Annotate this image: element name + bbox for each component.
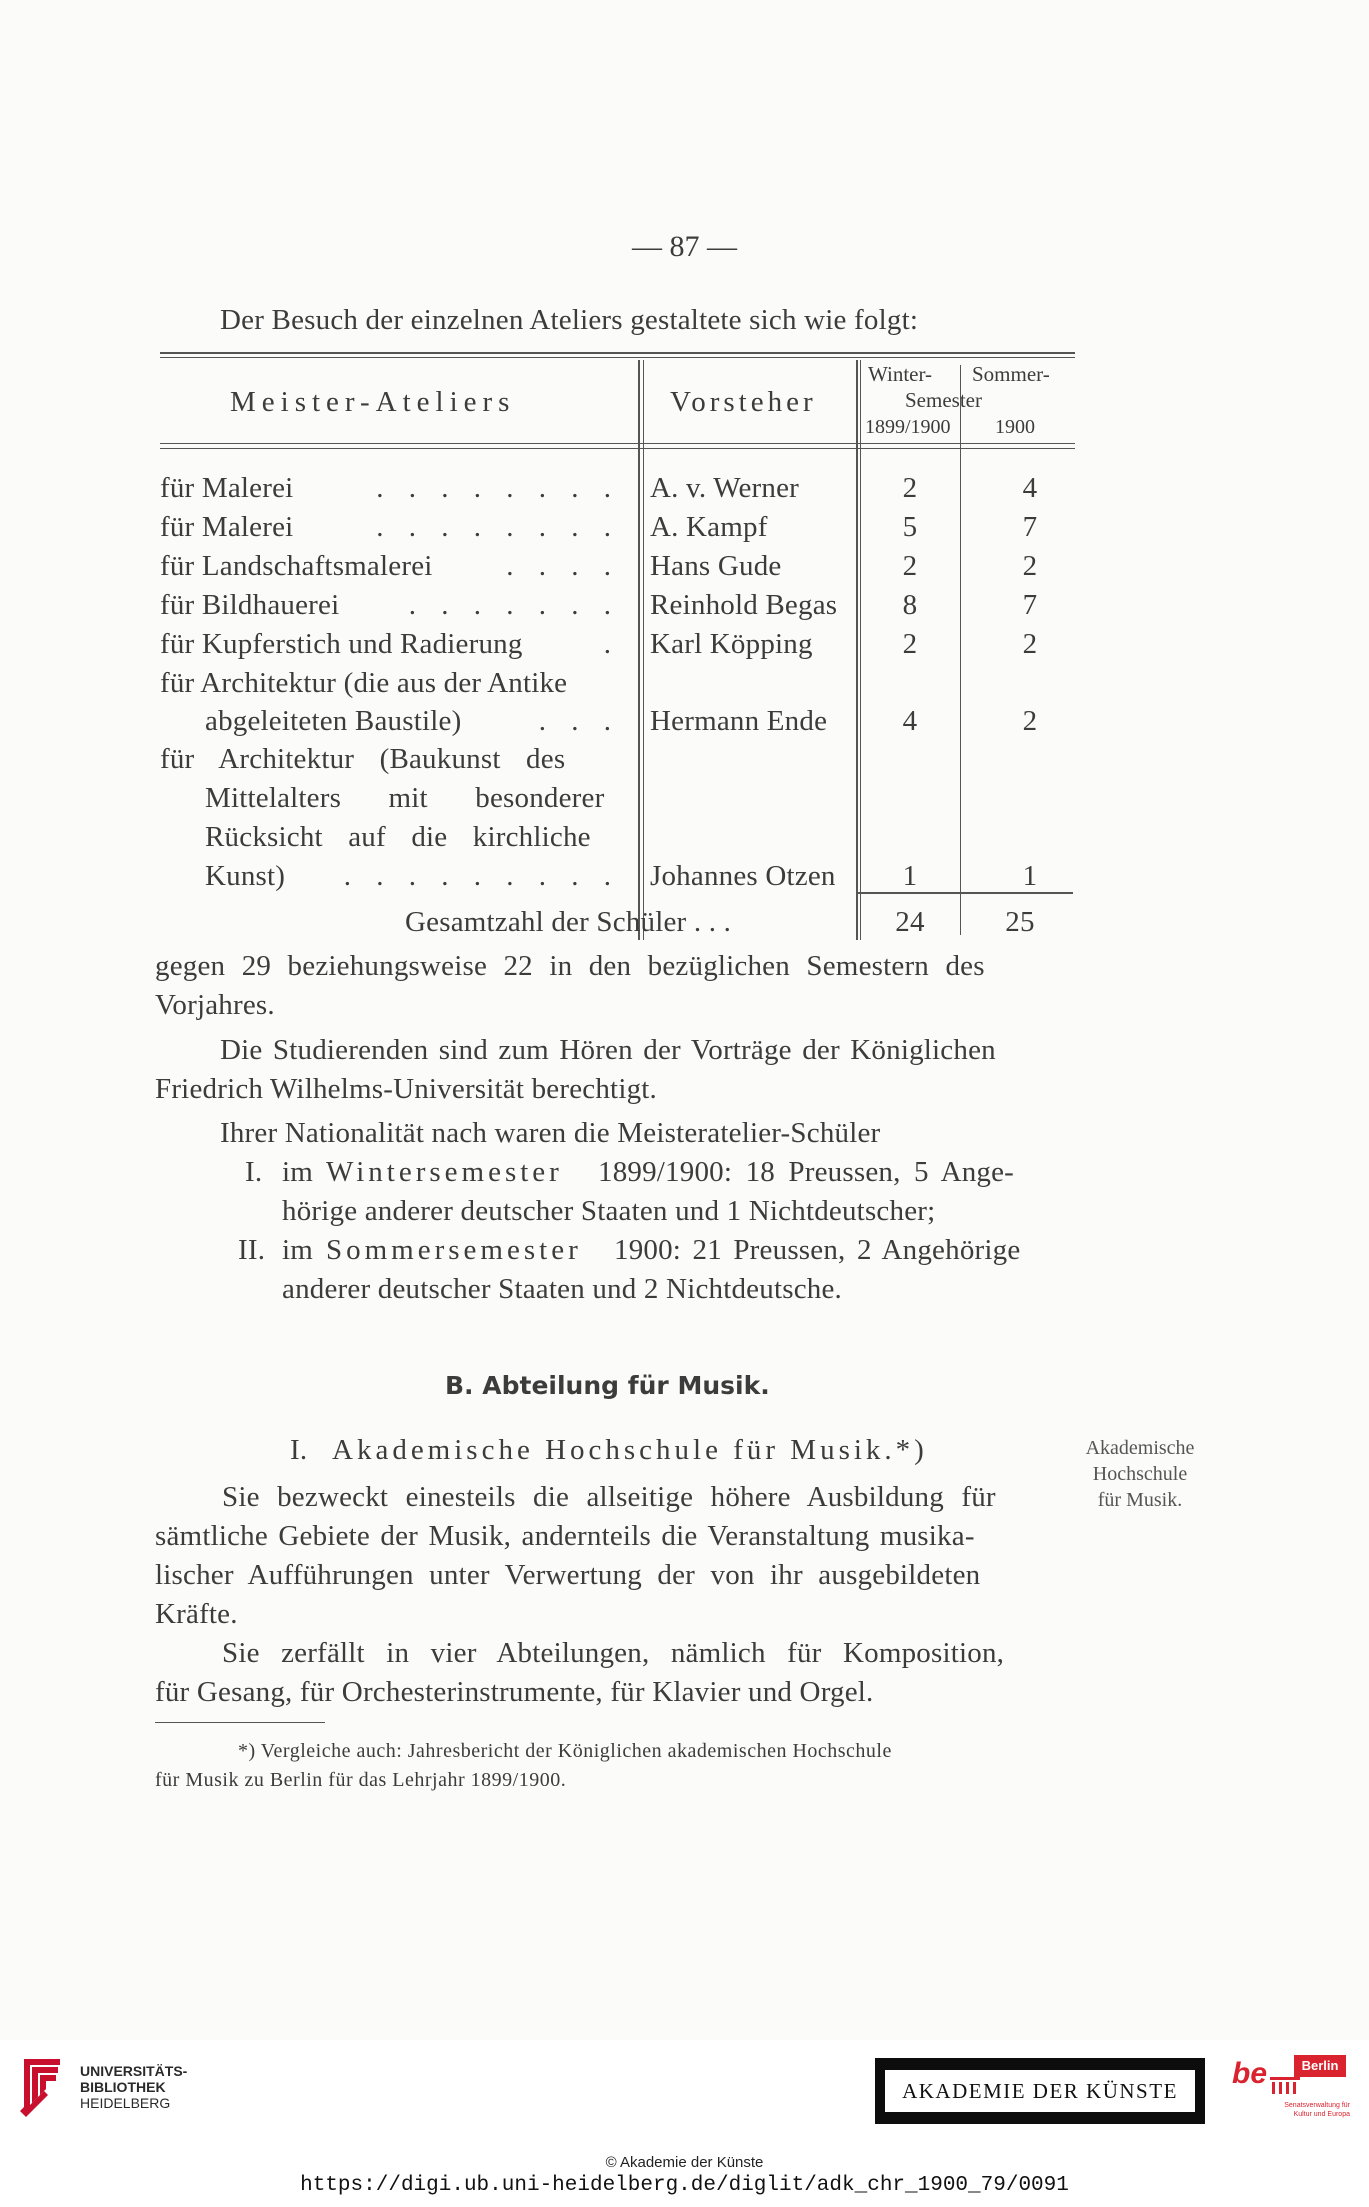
ub-line-3: HEIDELBERG (80, 2095, 171, 2111)
row-7-sommer: 1 (1022, 860, 1038, 892)
row-5-atelier: für Kupferstich und Radierung (160, 628, 523, 660)
copyright-text: © Akademie der Künste (605, 2154, 764, 2171)
list-ii-line-1-c: 1900: 21 Preussen, 2 Angehörige (614, 1234, 1021, 1266)
be-berlin-logo[interactable] (1232, 2053, 1350, 2133)
university-library-name (80, 2063, 187, 2111)
row-3-sommer: 2 (1022, 550, 1038, 582)
university-library-logo-icon[interactable] (14, 2053, 66, 2119)
para-1-line-2: Vorjahres. (155, 989, 275, 1021)
header-year-winter: 1899/1900 (865, 416, 951, 438)
row-3-winter: 2 (902, 550, 918, 582)
row-4-sommer: 7 (1022, 589, 1038, 621)
row-5-sommer: 2 (1022, 628, 1038, 660)
margin-note-line-1: Akademische (1085, 1437, 1195, 1459)
col-rule-sommer (960, 365, 961, 935)
table-top-rule-2 (160, 357, 1075, 358)
col-rule-vorsteher-2 (643, 360, 644, 940)
row-1-winter: 2 (902, 472, 918, 504)
footnote-line-1: *) Vergleiche auch: Jahresbericht der Königlichen akademischen Hochschule (238, 1740, 892, 1762)
col-rule-vorsteher (638, 360, 640, 940)
be-logo-badge: Berlin (1294, 2055, 1346, 2077)
ub-line-1: UNIVERSITÄTS- (80, 2063, 188, 2079)
row-2-atelier: für Malerei (160, 511, 294, 543)
adk-logo[interactable] (875, 2058, 1205, 2124)
header-semester: Semester (905, 388, 982, 412)
list-i-label: I. (245, 1156, 263, 1188)
row-2-dots: . . . . . . . . (376, 511, 620, 543)
margin-note (1070, 1435, 1210, 1513)
row-6-dots: . . . (538, 705, 620, 737)
list-i-line-2: hörige anderer deutscher Staaten und 1 Nichtdeutscher; (282, 1195, 936, 1227)
section-para-2-line-1: Sie zerfällt in vier Abteilungen, nämlich für Komposition, (222, 1637, 1005, 1669)
margin-note-line-3: für Musik. (1097, 1489, 1183, 1511)
list-ii-label: II. (238, 1234, 266, 1266)
section-heading: B. Abteilung für Musik. (445, 1371, 770, 1400)
row-3-vorsteher: Hans Gude (650, 550, 782, 582)
table-top-rule (160, 352, 1075, 354)
para-2-line-2: Friedrich Wilhelms-Universität berechtigt. (155, 1073, 657, 1105)
page-number: — 87 — (632, 230, 737, 263)
table-header-rule (160, 443, 1075, 444)
list-ii-line-2: anderer deutscher Staaten und 2 Nichtdeutsche. (282, 1273, 842, 1305)
section-para-1-line-4: Kräfte. (155, 1598, 238, 1630)
row-7-vorsteher: Johannes Otzen (650, 860, 836, 892)
row-4-winter: 8 (902, 589, 918, 621)
intro-text: Der Besuch der einzelnen Ateliers gestaltete sich wie folgt: (220, 304, 919, 336)
be-logo-text: be (1232, 2057, 1268, 2090)
row-1-dots: . . . . . . . . (376, 472, 620, 504)
list-i-line-1-c: 1899/1900: 18 Preussen, 5 Ange- (598, 1156, 1015, 1188)
row-7-dots: . . . . . . . . . (343, 860, 620, 892)
row-6-atelier-line-1: für Architektur (die aus der Antike (160, 667, 568, 699)
footnote-line-2: für Musik zu Berlin für das Lehrjahr 1899/1900. (155, 1769, 567, 1791)
row-7-atelier-line-4: Kunst) (205, 860, 286, 892)
be-logo-caption: Senatsverwaltung für Kultur und Europa (1284, 2102, 1350, 2118)
row-5-dots: . (603, 628, 620, 660)
row-2-vorsteher: A. Kampf (650, 511, 768, 543)
row-6-vorsteher: Hermann Ende (650, 705, 828, 737)
row-3-dots: . . . . (506, 550, 620, 582)
brandenburg-gate-icon (1270, 2075, 1300, 2095)
section-para-1-line-1: Sie bezweckt einesteils die allseitige höhere Ausbildung für (222, 1481, 996, 1513)
row-6-atelier-line-2: abgeleiteten Baustile) (205, 705, 462, 737)
table-header-rule-2 (160, 448, 1075, 449)
col-rule-winter-2 (860, 360, 861, 940)
para-2-line-1: Die Studierenden sind zum Hören der Vorträge der Königlichen (220, 1034, 996, 1066)
row-2-winter: 5 (902, 511, 918, 543)
subheading: Akademische Hochschule für Musik.*) (332, 1434, 928, 1466)
total-winter: 24 (895, 906, 925, 938)
adk-logo-text: AKADEMIE DER KÜNSTE (885, 2070, 1195, 2112)
row-2-sommer: 7 (1022, 511, 1038, 543)
header-winter: Winter- (868, 362, 933, 386)
ub-line-2: BIBLIOTHEK (80, 2079, 166, 2095)
list-i-line-1-b: Wintersemester (326, 1156, 563, 1188)
header-sommer: Sommer- (972, 362, 1050, 386)
list-ii-line-1-b: Sommersemester (326, 1234, 582, 1266)
col-rule-winter (856, 360, 858, 940)
row-3-atelier: für Landschaftsmalerei (160, 550, 433, 582)
row-1-atelier: für Malerei (160, 472, 294, 504)
total-label: Gesamtzahl der Schüler . . . (405, 906, 732, 938)
margin-note-line-2: Hochschule (1092, 1463, 1188, 1485)
row-5-vorsteher: Karl Köpping (650, 628, 813, 660)
row-6-sommer: 2 (1022, 705, 1038, 737)
para-1-line-1: gegen 29 beziehungsweise 22 in den bezüglichen Semestern des (155, 950, 985, 982)
row-7-atelier-line-1: für Architektur (Baukunst des (160, 743, 566, 775)
header-ateliers: Meister-Ateliers (230, 386, 516, 418)
header-year-sommer: 1900 (995, 416, 1035, 438)
total-sommer: 25 (1005, 906, 1035, 938)
footnote-rule (155, 1722, 325, 1723)
list-ii-line-1-a: im (282, 1234, 314, 1266)
row-1-vorsteher: A. v. Werner (650, 472, 800, 504)
row-4-vorsteher: Reinhold Begas (650, 589, 838, 621)
row-4-dots: . . . . . . . (408, 589, 620, 621)
row-7-atelier-line-2: Mittelalters mit besonderer (205, 782, 605, 814)
subheading-number: I. (290, 1434, 308, 1466)
row-6-winter: 4 (902, 705, 918, 737)
section-para-2-line-2: für Gesang, für Orchesterinstrumente, für Klavier und Orgel. (155, 1676, 874, 1708)
row-7-winter: 1 (902, 860, 918, 892)
row-1-sommer: 4 (1022, 472, 1038, 504)
permalink-url[interactable]: https://digi.ub.uni-heidelberg.de/diglit/adk_chr_1900_79/0091 (300, 2174, 1069, 2197)
row-4-atelier: für Bildhauerei (160, 589, 340, 621)
row-7-atelier-line-3: Rücksicht auf die kirchliche (205, 821, 591, 853)
list-i-line-1-a: im (282, 1156, 314, 1188)
para-3-line-1: Ihrer Nationalität nach waren die Meisteratelier-Schüler (220, 1117, 881, 1149)
header-vorsteher: Vorsteher (670, 386, 817, 418)
section-para-1-line-3: lischer Aufführungen unter Verwertung der von ihr ausgebildeten (155, 1559, 981, 1591)
row-5-winter: 2 (902, 628, 918, 660)
section-para-1-line-2: sämtliche Gebiete der Musik, andernteils die Veranstaltung musika- (155, 1520, 975, 1552)
